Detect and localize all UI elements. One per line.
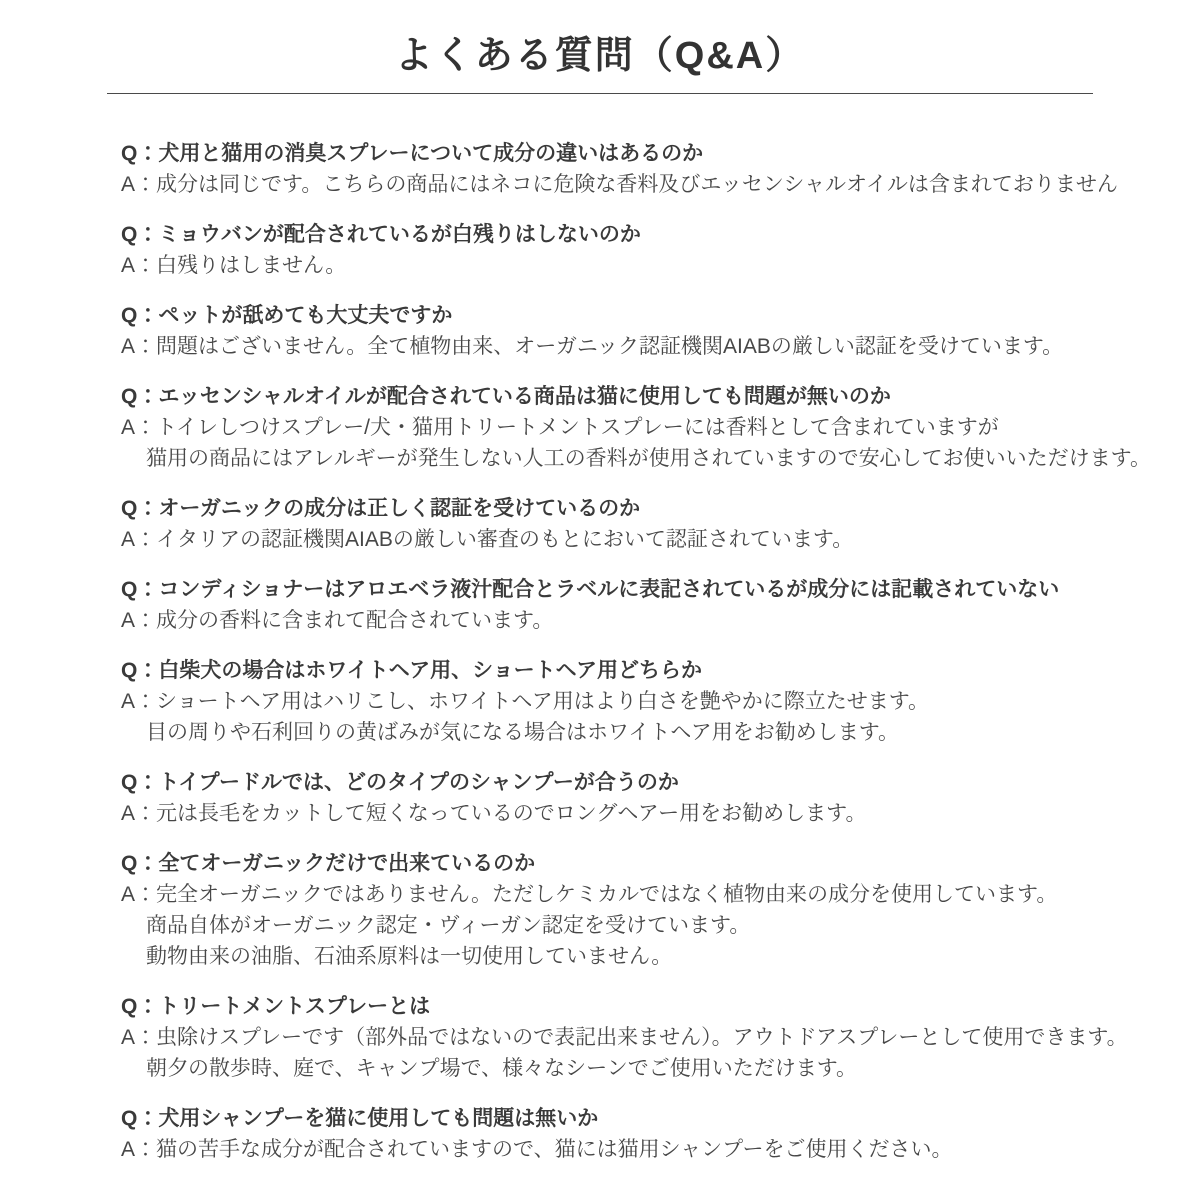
question-prefix: Q： [121,384,159,408]
answer-line [121,1134,1110,1165]
question-text: エッセンシャルオイルが配合されている商品は猫に使用しても問題が無いのか [158,384,891,408]
answer-line [121,1022,1128,1053]
question-prefix: Q： [121,851,159,875]
question-text: 全てオーガニックだけで出来ているのか [158,851,536,875]
answer-line-continuation: 朝夕の散歩時、庭で、キャンプ場で、様々なシーンでご使用いただけます。 [146,1056,858,1080]
answer-prefix: A： [121,882,157,906]
answer-text: 元は長毛をカットして短くなっているのでロングヘアー用をお勧めします。 [156,801,867,825]
faq-item [121,493,1110,555]
faq-item [121,848,1110,972]
question-prefix: Q： [121,658,159,682]
question-text: ペットが舐めても大丈夫ですか [158,303,453,327]
faq-question-line [121,1103,1110,1134]
answer-line [121,686,1110,717]
faq-item [121,655,1110,748]
answer-line [121,169,1118,200]
answer-line [121,605,1110,636]
question-prefix: Q： [121,770,159,794]
answer-prefix: A： [121,527,157,551]
faq-question-line [121,767,1110,798]
answer-text: 完全オーガニックではありません。ただしケミカルではなく植物由来の成分を使用しています。 [156,882,1058,906]
question-prefix: Q： [121,1106,159,1130]
answer-line [121,524,1110,555]
answer-prefix: A： [121,801,157,825]
faq-item [121,767,1110,829]
answer-line-continuation: 目の周りや石利回りの黄ばみが気になる場合はホワイトヘア用をお勧めします。 [146,720,900,744]
answer-prefix: A： [121,415,157,439]
answer-line-continuation: 猫用の商品にはアレルギーが発生しない人工の香料が使用されていますので安心してお使いいただけます。 [146,446,1151,470]
faq-list [121,138,1151,1165]
answer-prefix: A： [121,253,157,277]
answer-line [121,331,1110,362]
answer-prefix: A： [121,608,157,632]
question-text: トイプードルでは、どのタイプのシャンプーが合うのか [158,770,679,794]
question-prefix: Q： [121,141,159,165]
answer-text: ショートヘア用はハリこし、ホワイトヘア用はより白さを艶やかに際立たせます。 [156,689,930,713]
answer-text: 成分の香料に含まれて配合されています。 [156,608,554,632]
question-text: ミョウバンが配合されているが白残りはしないのか [158,222,641,246]
faq-question-line [121,300,1110,331]
question-text: オーガニックの成分は正しく認証を受けているのか [158,496,641,520]
title-divider [107,93,1093,94]
answer-prefix: A： [121,172,157,196]
question-prefix: Q： [121,994,159,1018]
answer-text: 問題はございません。全て植物由来、オーガニック認証機関AIABの厳しい認証を受けています。 [156,334,1064,358]
answer-text: トイレしつけスプレー/犬・猫用トリートメントスプレーには香料として含まれていますが [156,415,999,439]
answer-text: イタリアの認証機関AIABの厳しい審査のもとにおいて認証されています。 [156,527,854,551]
answer-line-continuation: 動物由来の油脂、石油系原料は一切使用していません。 [146,944,673,968]
faq-question-line [121,991,1110,1022]
faq-item [121,219,1110,281]
question-text: トリートメントスプレーとは [158,994,431,1018]
faq-question-line [121,493,1110,524]
answer-prefix: A： [121,1137,157,1161]
faq-question-line [121,574,1110,605]
answer-text: 虫除けスプレーです（部外品ではないので表記出来ません）。アウトドアスプレーとして使用できます。 [156,1025,1128,1049]
answer-prefix: A： [121,334,157,358]
question-text: 犬用と猫用の消臭スプレーについて成分の違いはあるのか [158,141,704,165]
faq-question-line [121,138,1110,169]
faq-question-line [121,655,1110,686]
faq-question-line [121,381,1110,412]
question-prefix: Q： [121,577,159,601]
question-text: 犬用シャンプーを猫に使用しても問題は無いか [158,1106,599,1130]
question-text: コンディショナーはアロエベラ液汁配合とラベルに表記されているが成分には記載されていない [158,577,1060,601]
faq-item [121,138,1118,200]
answer-text: 白残りはしません。 [156,253,347,277]
answer-text: 成分は同じです。こちらの商品にはネコに危険な香料及びエッセンシャルオイルは含まれておりません [156,172,1118,196]
faq-question-line [121,219,1110,250]
answer-line [121,798,1110,829]
faq-item [121,574,1110,636]
faq-question-line [121,848,1110,879]
answer-line [121,879,1110,910]
faq-item [121,381,1151,474]
answer-prefix: A： [121,1025,157,1049]
question-prefix: Q： [121,222,159,246]
faq-item [121,991,1128,1084]
answer-line [121,250,1110,281]
page-title: よくある質問（Q&A） [394,35,806,77]
answer-line-continuation: 商品自体がオーガニック認定・ヴィーガン認定を受けています。 [146,913,751,937]
faq-item [121,1103,1110,1165]
answer-text: 猫の苦手な成分が配合されていますので、猫には猫用シャンプーをご使用ください。 [156,1137,953,1161]
answer-line [121,412,1110,443]
question-text: 白柴犬の場合はホワイトヘア用、ショートヘア用どちらか [158,658,703,682]
question-prefix: Q： [121,303,159,327]
question-prefix: Q： [121,496,159,520]
answer-prefix: A： [121,689,157,713]
faq-item [121,300,1110,362]
